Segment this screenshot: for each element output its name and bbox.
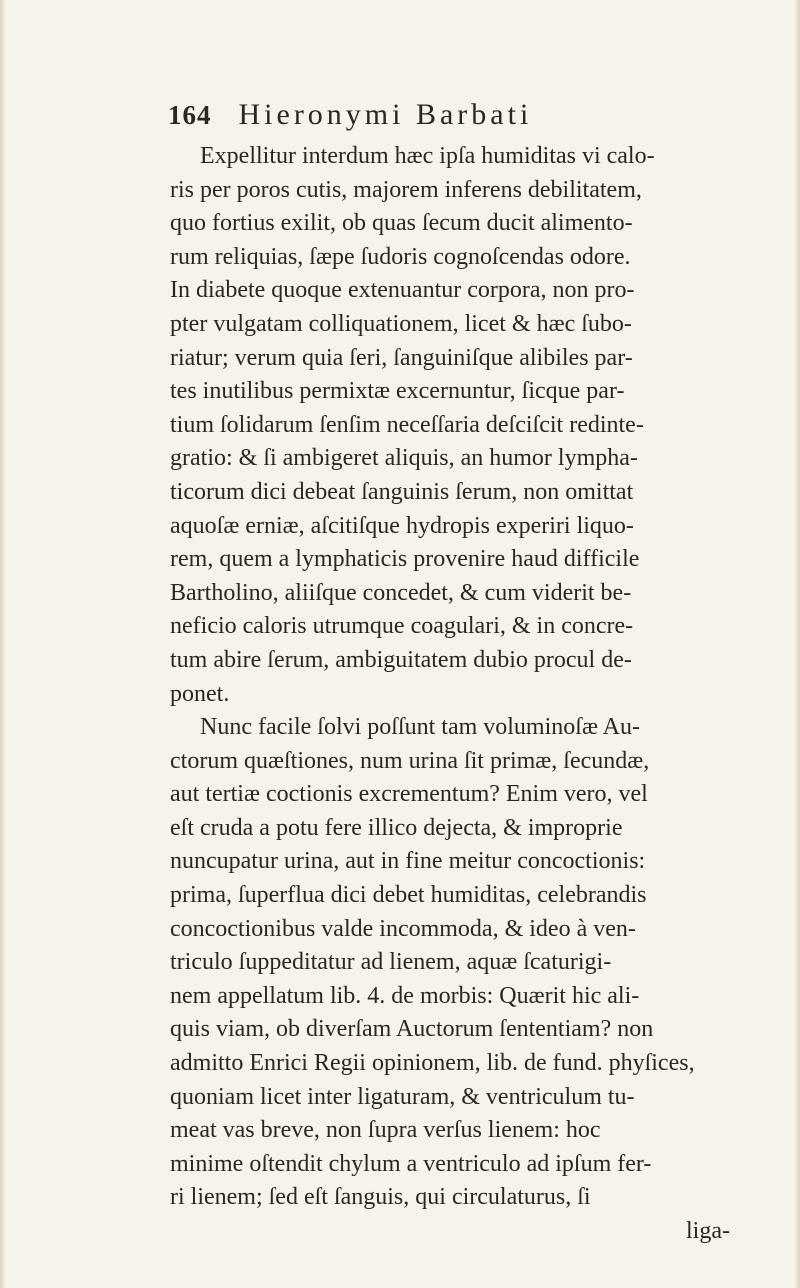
text-line: ris per poros cutis, majorem inferens debilitatem, [170, 176, 642, 203]
text-line: quo fortius exilit, ob quas ſecum ducit alimento- [170, 210, 633, 237]
text-line: nem appellatum lib. 4. de morbis: Quærit hic ali- [170, 982, 640, 1009]
text-line: Expellitur interdum hæc ipſa humiditas vi calo- [200, 143, 655, 169]
text-line: minime oſtendit chylum a ventriculo ad ipſum fer- [170, 1150, 652, 1177]
text-line: quis viam, ob diverſam Auctorum ſententiam? non [170, 1016, 654, 1043]
text-line: Bartholino, aliiſque concedet, & cum viderit be- [170, 579, 632, 606]
text-line: ri lienem; ſed eſt ſanguis, qui circulaturus, ſi [170, 1184, 591, 1211]
text-line: ctorum quæſtiones, num urina ſit primæ, ſecundæ, [170, 747, 650, 774]
body-text [170, 140, 750, 1249]
page-edge-left [0, 0, 6, 1288]
running-head-title: Hieronymi Barbati [238, 98, 533, 131]
catchword: liga- [686, 1218, 730, 1244]
text-line: rum reliquias, ſæpe ſudoris cognoſcendas odore. [170, 243, 631, 270]
text-line: tium ſolidarum ſenſim neceſſaria deſciſcit redinte- [170, 411, 644, 438]
text-line: admitto Enrici Regii opinionem, lib. de fund. phyſices, [170, 1050, 695, 1077]
running-header [168, 98, 728, 132]
text-line: neficio caloris utrumque coagulari, & in concre- [170, 613, 634, 640]
text-line: tum abire ſerum, ambiguitatem dubio procul de- [170, 646, 632, 673]
text-line: triculo ſuppeditatur ad lienem, aquæ ſcaturigi- [170, 949, 612, 976]
text-line: aut tertiæ coctionis excrementum? Enim vero, vel [170, 781, 648, 808]
text-line: concoctionibus valde incommoda, & ideo à ven- [170, 915, 636, 942]
text-line: In diabete quoque extenuantur corpora, non pro- [170, 277, 635, 304]
text-line: aquoſæ erniæ, aſcitiſque hydropis experiri liquo- [170, 512, 634, 539]
text-line: ticorum dici debeat ſanguinis ſerum, non omittat [170, 478, 634, 505]
text-line: Nunc facile ſolvi poſſunt tam voluminoſæ Au- [200, 714, 640, 741]
text-line: riatur; verum quia ſeri, ſanguiniſque alibiles par- [170, 344, 633, 371]
text-line: pter vulgatam colliquationem, licet & hæc ſubo- [170, 310, 632, 337]
text-line: nuncupatur urina, aut in fine meitur concoctionis: [170, 848, 646, 875]
text-line: eſt cruda a potu fere illico dejecta, & improprie [170, 814, 623, 841]
page-edge-right [794, 0, 800, 1288]
text-line: rem, quem a lymphaticis provenire haud difficile [170, 546, 640, 573]
text-line: ponet. [170, 680, 230, 707]
text-line: gratio: & ſi ambigeret aliquis, an humor lympha- [170, 445, 638, 472]
text-line: prima, ſuperflua dici debet humiditas, celebrandis [170, 882, 647, 909]
text-line: quoniam licet inter ligaturam, & ventriculum tu- [170, 1083, 635, 1110]
text-line: tes inutilibus permixtæ excernuntur, ſicque par- [170, 378, 625, 405]
page-number: 164 [168, 100, 212, 130]
text-line: meat vas breve, non ſupra verſus lienem: hoc [170, 1117, 601, 1144]
